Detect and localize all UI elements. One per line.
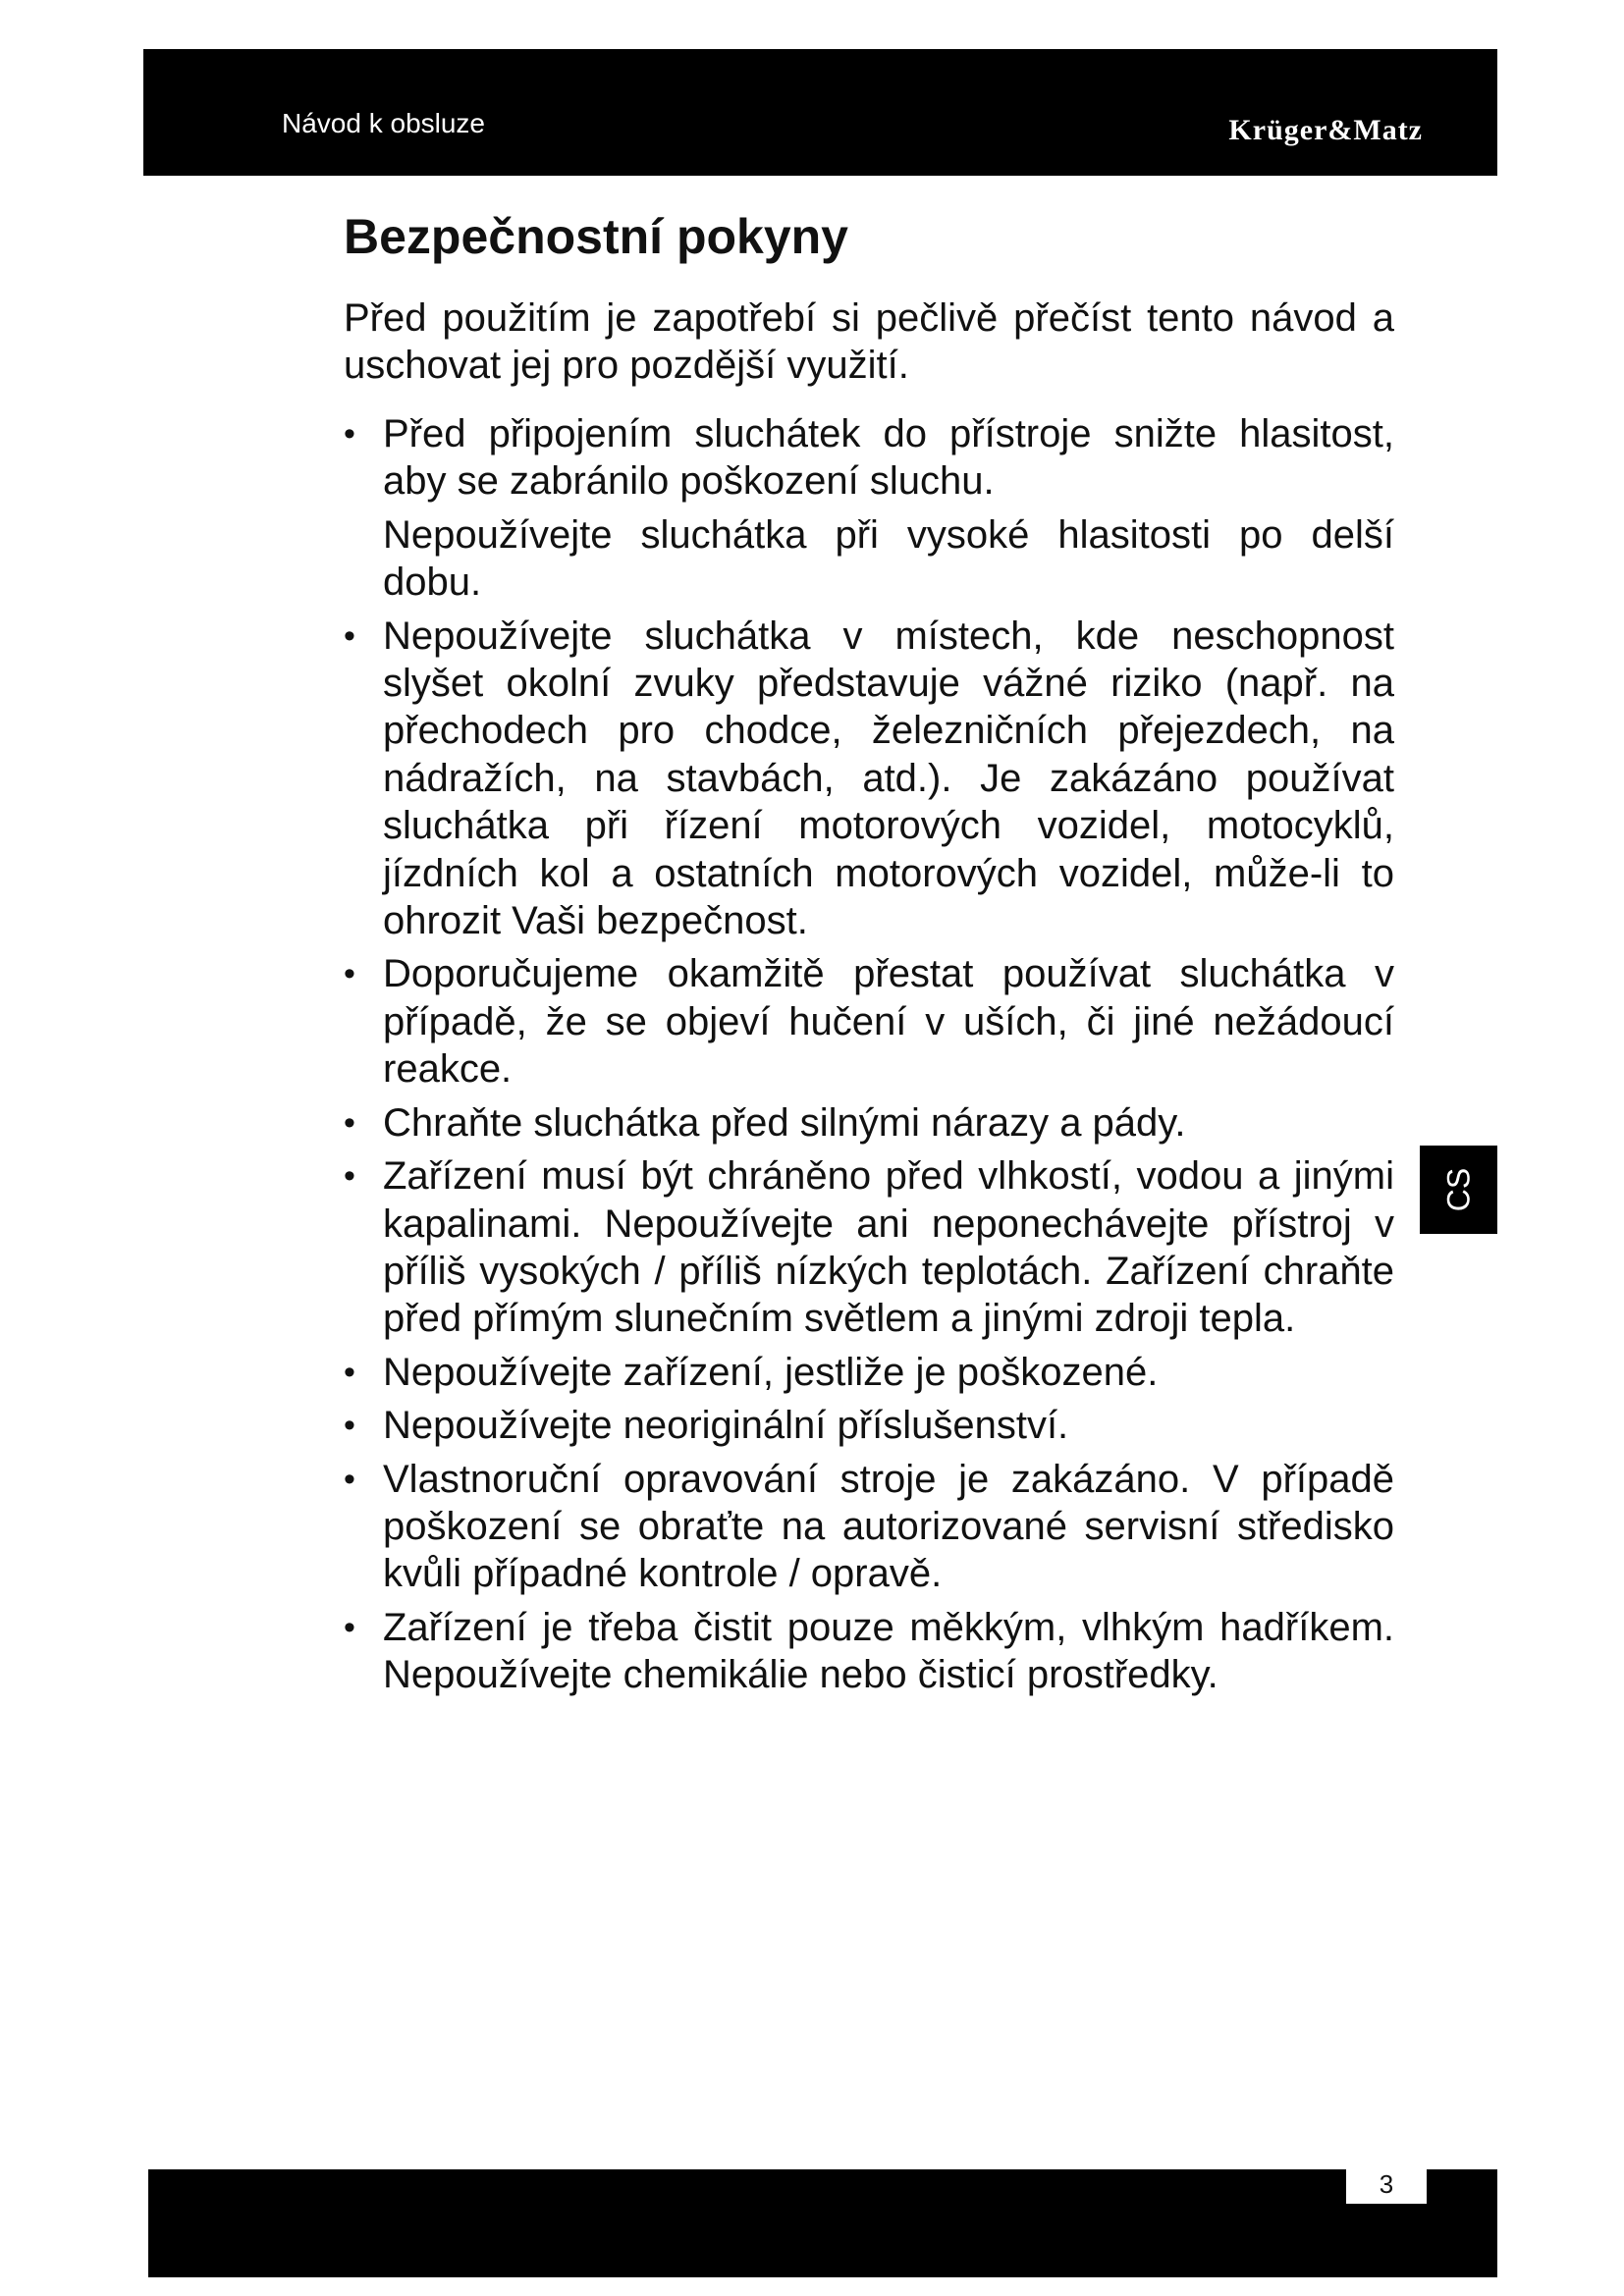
list-item	[344, 1349, 1394, 1396]
intro-paragraph: Před použitím je zapotřebí si pečlivě přečíst tento návod a uschovat jej pro pozdější využití.	[344, 296, 1394, 387]
header-bar	[143, 49, 1497, 176]
list-item-text: • Zařízení je třeba čistit pouze měkkým, vlhkým hadříkem. Nepoužívejte chemikálie nebo čisticí prostředky.	[383, 1605, 1394, 1697]
language-tab	[1420, 1146, 1497, 1234]
list-item-text: • Vlastnoruční opravování stroje je zakázáno. V případě poškození se obraťte na autorizované servisní středisko kvůli případné kontrole / opravě.	[383, 1457, 1394, 1596]
page-title: Bezpečnostní pokyny	[344, 209, 848, 264]
list-item-text: Nepoužívejte sluchátka při vysoké hlasitosti po delší dobu.	[383, 512, 1394, 605]
list-item	[344, 1604, 1394, 1699]
list-item	[344, 410, 1394, 607]
list-item-text: • Nepoužívejte sluchátka v místech, kde neschopnost slyšet okolní zvuky představuje vážné riziko (např. na přechodech pro chodce, železničních přejezdech, na nádražích, na stavbách, atd.). Je zakázáno používat sluchátka při řízení motorových vozidel, motocyklů, jízdních kol a ostatních motorových vozidel, může-li to ohrozit Vaši bezpečnost.	[383, 614, 1394, 943]
list-item	[344, 1456, 1394, 1598]
list-item	[344, 1152, 1394, 1343]
brand-logo: Krüger&Matz	[1228, 114, 1423, 146]
list-item-text: • Chraňte sluchátka před silnými nárazy a pády.	[383, 1100, 1186, 1145]
list-item	[344, 950, 1394, 1093]
list-item	[344, 1099, 1394, 1147]
list-item	[344, 613, 1394, 945]
list-item-text: • Zařízení musí být chráněno před vlhkostí, vodou a jinými kapalinami. Nepoužívejte ani neponechávejte přístroj v příliš vysokých / příliš nízkých teplotách. Zařízení chraňte před přímým slunečním světlem a jinými zdroji tepla.	[383, 1154, 1394, 1341]
language-label: CS	[1440, 1167, 1476, 1212]
safety-list	[344, 410, 1394, 1699]
page-content	[344, 206, 1394, 1705]
list-item-text: • Nepoužívejte neoriginální příslušenství.	[383, 1404, 1069, 1448]
list-item-text: • Před připojením sluchátek do přístroje snižte hlasitost, aby se zabránilo poškození sluchu.	[383, 412, 1394, 504]
manual-title: Návod k obsluze	[282, 108, 486, 138]
list-item-text: • Nepoužívejte zařízení, jestliže je poškozené.	[383, 1350, 1159, 1394]
footer-bar	[148, 2169, 1497, 2277]
list-item-text: • Doporučujeme okamžitě přestat používat sluchátka v případě, že se objeví hučení v uších, či jiné nežádoucí reakce.	[383, 952, 1394, 1092]
list-item	[344, 1402, 1394, 1449]
page-number: 3	[1346, 2167, 1427, 2204]
